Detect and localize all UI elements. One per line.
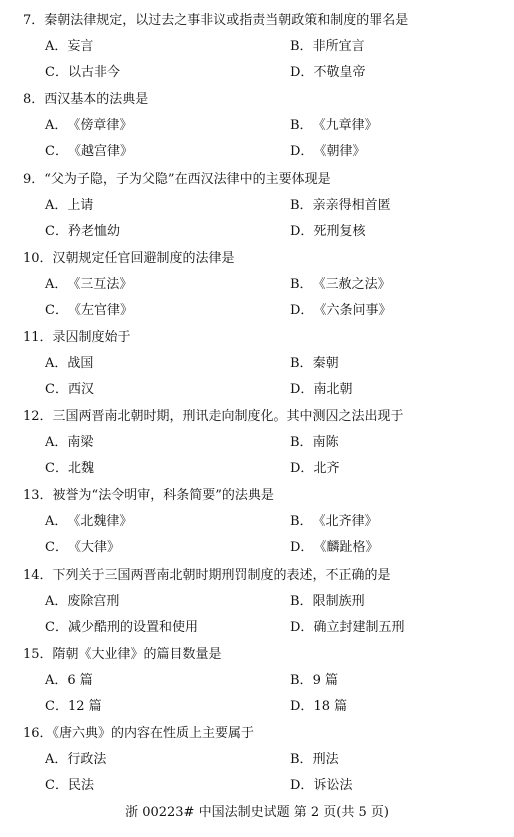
- option-letter: C．: [45, 461, 68, 476]
- option-letter: A．: [45, 514, 68, 529]
- answer-option: [45, 752, 106, 768]
- option-text: 《朝律》: [313, 144, 366, 159]
- option-letter: C．: [45, 224, 68, 239]
- option-text: 《三互法》: [67, 277, 133, 292]
- answer-option: [290, 277, 391, 293]
- answer-option: [290, 356, 339, 372]
- option-letter: A．: [45, 39, 68, 54]
- option-letter: C．: [45, 540, 68, 555]
- option-text: 《傍章律》: [67, 118, 133, 133]
- option-text: 死刑复核: [313, 224, 366, 239]
- option-letter: D．: [290, 144, 314, 159]
- answer-option: [290, 382, 352, 398]
- option-letter: B．: [290, 752, 313, 767]
- option-letter: C．: [45, 303, 68, 318]
- option-letter: B．: [290, 673, 313, 688]
- option-letter: A．: [45, 198, 68, 213]
- option-letter: D．: [290, 65, 314, 80]
- option-text: 《三赦之法》: [312, 277, 391, 292]
- option-letter: A．: [45, 356, 68, 371]
- option-text: 诉讼法: [313, 778, 353, 793]
- option-text: 非所宜言: [312, 39, 365, 54]
- answer-option: [290, 778, 352, 794]
- answer-option: [290, 540, 378, 556]
- option-text: 《北齐律》: [312, 514, 378, 529]
- option-letter: A．: [45, 118, 68, 133]
- option-letter: B．: [290, 594, 313, 609]
- option-letter: D．: [290, 620, 314, 635]
- option-text: 上请: [67, 198, 94, 213]
- option-letter: D．: [290, 699, 314, 714]
- question-stem: 16．《唐六典》的内容在性质上主要属于: [23, 726, 255, 741]
- answer-option: [290, 39, 365, 55]
- option-letter: B．: [290, 39, 313, 54]
- option-letter: B．: [290, 198, 313, 213]
- answer-option: [45, 277, 132, 293]
- answer-option: [290, 673, 338, 689]
- option-letter: C．: [45, 620, 68, 635]
- option-text: 确立封建制五刑: [313, 620, 405, 635]
- option-text: 《越宫律》: [67, 144, 133, 159]
- option-letter: D．: [290, 540, 314, 555]
- option-letter: D．: [290, 778, 314, 793]
- answer-option: [45, 778, 94, 794]
- option-text: 《左官律》: [67, 303, 133, 318]
- option-text: 9 篇: [312, 673, 338, 688]
- option-letter: D．: [290, 461, 314, 476]
- answer-option: [290, 303, 391, 319]
- answer-option: [45, 514, 132, 530]
- option-letter: B．: [290, 435, 313, 450]
- option-text: 秦朝: [312, 356, 339, 371]
- answer-option: [45, 382, 94, 398]
- option-text: 北齐: [313, 461, 340, 476]
- option-letter: C．: [45, 65, 68, 80]
- answer-option: [45, 144, 133, 160]
- answer-option: [45, 435, 93, 451]
- option-text: 以古非今: [67, 65, 120, 80]
- answer-option: [290, 620, 404, 636]
- option-letter: C．: [45, 382, 68, 397]
- question-stem: 15．隋朝《大业律》的篇目数量是: [23, 647, 222, 662]
- option-text: 6 篇: [67, 673, 93, 688]
- option-letter: A．: [45, 277, 68, 292]
- option-letter: C．: [45, 699, 68, 714]
- option-letter: B．: [290, 277, 313, 292]
- answer-option: [45, 118, 132, 134]
- question-stem: 14．下列关于三国两晋南北朝时期刑罚制度的表述，不正确的是: [23, 568, 391, 583]
- answer-option: [290, 144, 365, 160]
- option-text: 限制族刑: [312, 594, 365, 609]
- question-stem: 8．西汉基本的法典是: [23, 92, 149, 107]
- answer-option: [290, 118, 378, 134]
- option-letter: D．: [290, 224, 314, 239]
- option-letter: D．: [290, 382, 314, 397]
- option-text: 《大律》: [67, 540, 120, 555]
- option-letter: B．: [290, 118, 313, 133]
- option-text: 12 篇: [67, 699, 102, 714]
- page-footer: 浙 00223# 中国法制史试题 第 2 页(共 5 页): [125, 805, 389, 820]
- option-letter: B．: [290, 514, 313, 529]
- option-text: 南北朝: [313, 382, 353, 397]
- option-text: 《北魏律》: [67, 514, 133, 529]
- option-text: 减少酷刑的设置和使用: [67, 620, 198, 635]
- option-text: 《麟趾格》: [313, 540, 379, 555]
- option-text: 《九章律》: [312, 118, 378, 133]
- option-text: 南陈: [312, 435, 339, 450]
- option-text: 行政法: [67, 752, 107, 767]
- option-text: 民法: [67, 778, 94, 793]
- option-text: 南梁: [67, 435, 94, 450]
- answer-option: [45, 198, 93, 214]
- answer-option: [45, 620, 198, 636]
- option-letter: A．: [45, 435, 68, 450]
- answer-option: [290, 65, 365, 81]
- option-letter: A．: [45, 594, 68, 609]
- answer-option: [45, 540, 120, 556]
- question-stem: 9．“父为子隐，子为父隐”在西汉法律中的主要体现是: [23, 172, 331, 187]
- option-letter: D．: [290, 303, 314, 318]
- answer-option: [290, 198, 391, 214]
- option-text: 废除宫刑: [67, 594, 120, 609]
- answer-option: [290, 699, 347, 715]
- answer-option: [290, 435, 339, 451]
- answer-option: [45, 303, 133, 319]
- question-stem: 12．三国两晋南北朝时期，刑讯走向制度化。其中测囚之法出现于: [23, 409, 404, 424]
- option-text: 矜老恤幼: [67, 224, 120, 239]
- option-text: 《六条问事》: [313, 303, 392, 318]
- answer-option: [45, 224, 120, 240]
- option-text: 亲亲得相首匿: [312, 198, 391, 213]
- question-stem: 11．录囚制度始于: [23, 330, 131, 345]
- option-letter: A．: [45, 752, 68, 767]
- option-text: 刑法: [312, 752, 339, 767]
- answer-option: [45, 65, 120, 81]
- option-text: 北魏: [67, 461, 94, 476]
- answer-option: [290, 514, 378, 530]
- answer-option: [45, 673, 93, 689]
- question-stem: 10．汉朝规定任官回避制度的法律是: [23, 251, 235, 266]
- answer-option: [45, 39, 93, 55]
- answer-option: [45, 356, 93, 372]
- option-letter: B．: [290, 356, 313, 371]
- answer-option: [45, 461, 94, 477]
- question-stem: 13．被誉为“法令明审，科条简要”的法典是: [23, 488, 274, 503]
- option-text: 西汉: [67, 382, 94, 397]
- option-text: 妄言: [67, 39, 94, 54]
- answer-option: [45, 594, 119, 610]
- option-text: 不敬皇帝: [313, 65, 366, 80]
- option-text: 18 篇: [313, 699, 348, 714]
- answer-option: [45, 699, 102, 715]
- answer-option: [290, 461, 339, 477]
- option-text: 战国: [67, 356, 94, 371]
- question-stem: 7．秦朝法律规定，以过去之事非议或指责当朝政策和制度的罪名是: [23, 13, 409, 28]
- answer-option: [290, 594, 365, 610]
- option-letter: C．: [45, 778, 68, 793]
- answer-option: [290, 224, 365, 240]
- option-letter: C．: [45, 144, 68, 159]
- option-letter: A．: [45, 673, 68, 688]
- answer-option: [290, 752, 339, 768]
